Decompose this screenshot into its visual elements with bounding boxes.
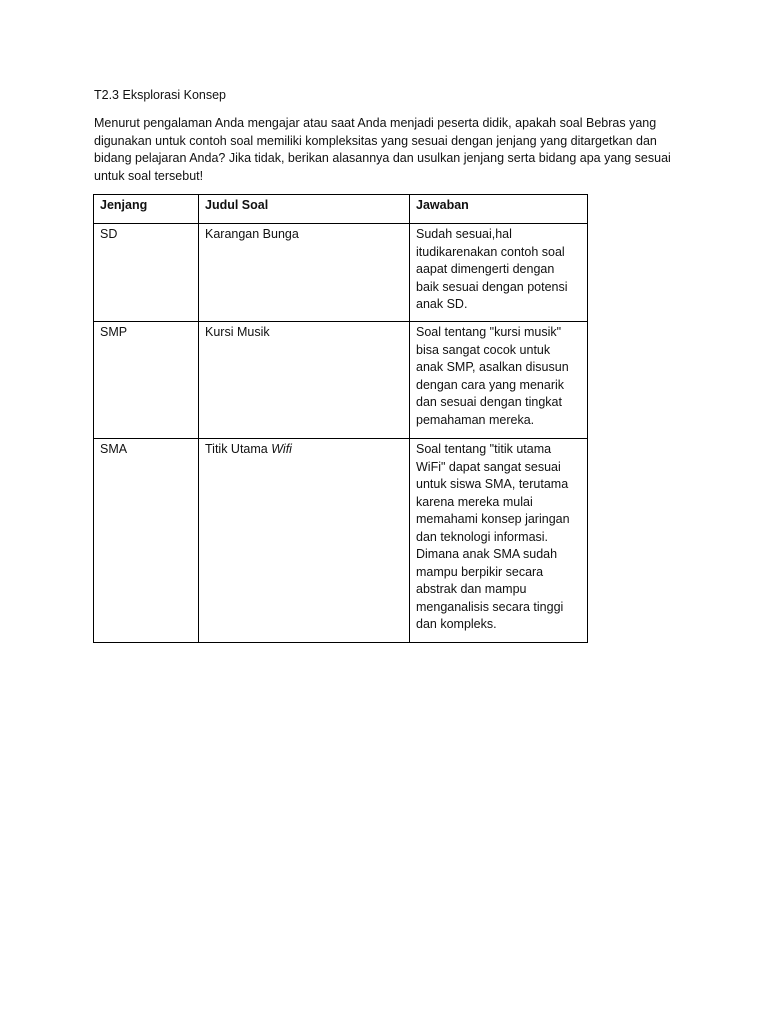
level-cell: SMA <box>94 439 199 643</box>
answer-table <box>93 194 588 643</box>
title-main-text: Titik Utama <box>205 442 268 456</box>
header-jenjang: Jenjang <box>94 195 199 224</box>
title-italic-text: Wifi <box>271 442 292 456</box>
title-cell <box>199 439 410 643</box>
answer-cell <box>410 322 588 439</box>
answer-cell <box>410 439 588 643</box>
title-cell: Kursi Musik <box>199 322 410 439</box>
header-judul-soal: Judul Soal <box>199 195 410 224</box>
question-paragraph: Menurut pengalaman Anda mengajar atau saat Anda menjadi peserta didik, apakah soal Bebras yang digunakan untuk contoh soal memiliki kompleksitas yang sesuai dengan jenjang yang ditargetkan dan bidang pelajaran Anda? Jika tidak, berikan alasannya dan usulkan jenjang serta bidang apa yang sesuai untuk soal tersebut! <box>94 116 671 183</box>
answer-cell <box>410 224 588 322</box>
header-jawaban: Jawaban <box>410 195 588 224</box>
table-header-row <box>94 195 588 224</box>
title-cell: Karangan Bunga <box>199 224 410 322</box>
answer-text: Soal tentang "titik utama WiFi" dapat sangat sesuai untuk siswa SMA, terutama karena mereka mulai memahami konsep jaringan dan teknologi informasi. Dimana anak SMA sudah mampu berpikir secara abstrak dan mampu menganalisis secara tinggi dan kompleks. <box>416 442 570 631</box>
table-row <box>94 322 588 439</box>
section-heading: T2.3 Eksplorasi Konsep <box>94 88 227 102</box>
table-row <box>94 224 588 322</box>
answer-text: Soal tentang "kursi musik" bisa sangat cocok untuk anak SMP, asalkan disusun dengan cara yang menarik dan sesuai dengan tingkat pemahaman mereka. <box>416 325 569 427</box>
table-row <box>94 439 588 643</box>
level-cell: SMP <box>94 322 199 439</box>
answer-text: Sudah sesuai,hal itudikarenakan contoh soal aapat dimengerti dengan baik sesuai dengan potensi anak SD. <box>416 227 568 311</box>
level-cell: SD <box>94 224 199 322</box>
